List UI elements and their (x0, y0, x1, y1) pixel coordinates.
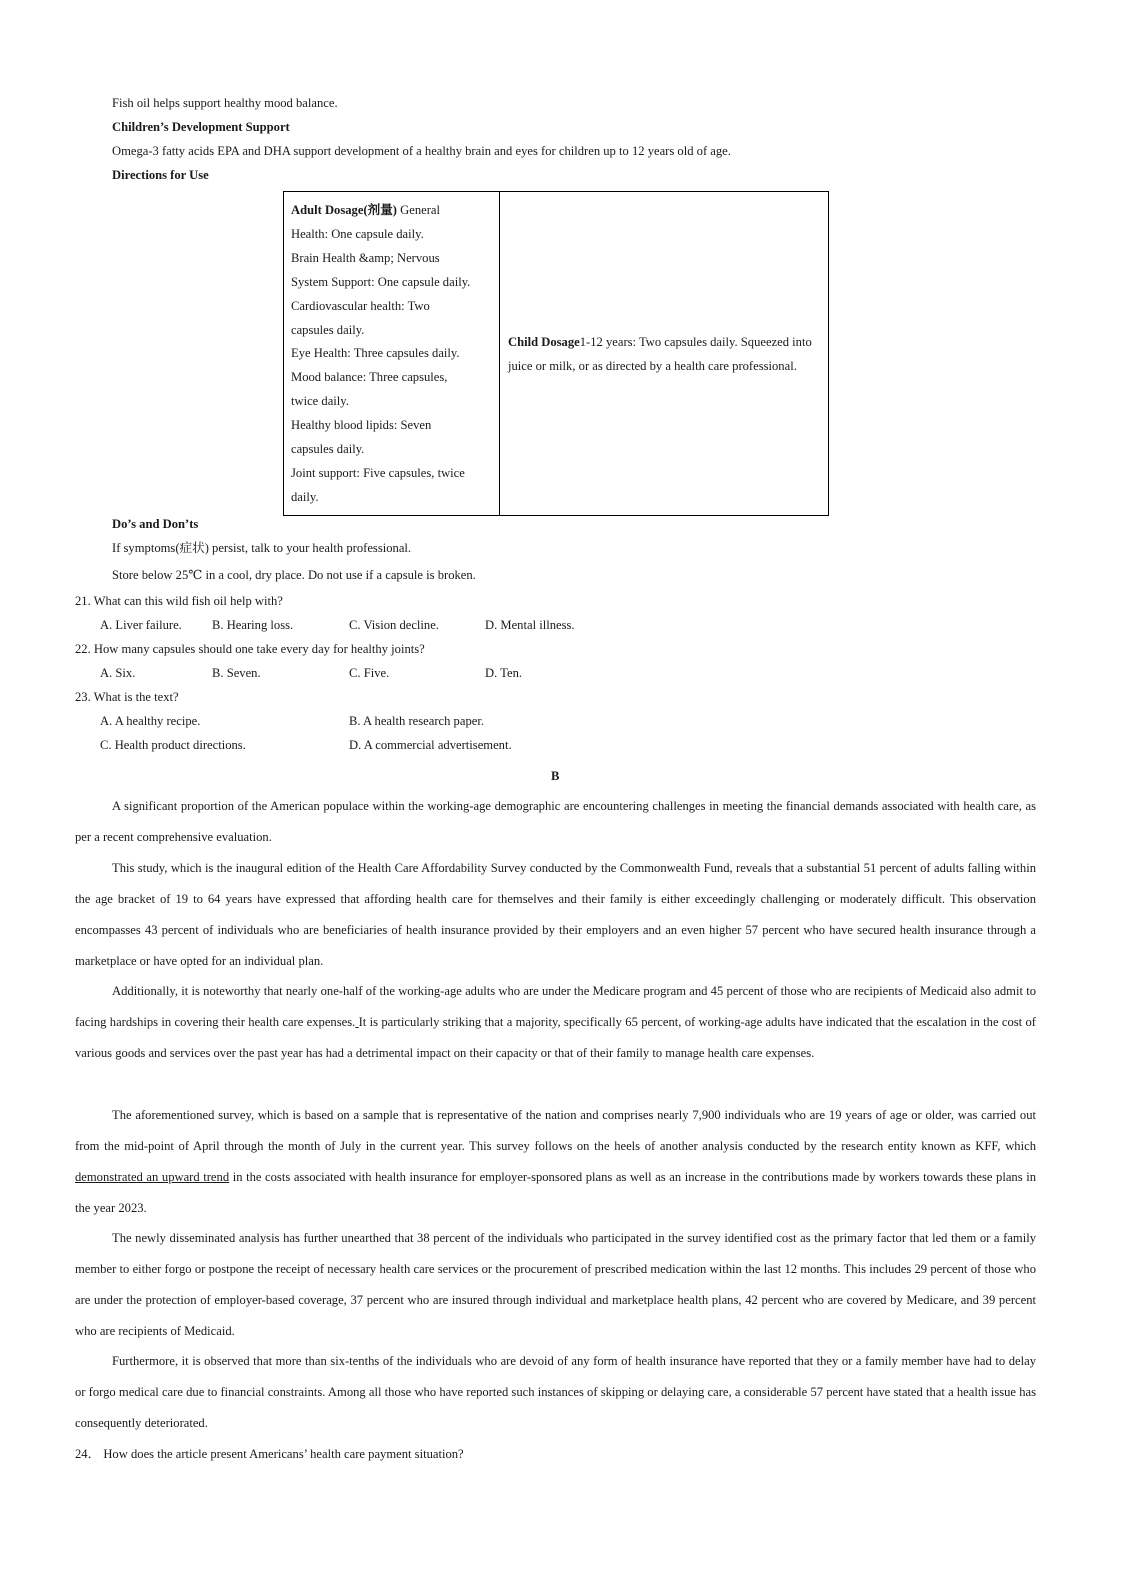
paragraph-1: A significant proportion of the American populace within the working-age demographic are encountering challenges in meeting the financial demands associated with health care, as per a recent comprehensive evaluation. (75, 799, 1036, 844)
question-option: A. Liver failure. (100, 618, 182, 632)
adult-line: daily. (291, 489, 319, 504)
adult-line: Cardiovascular health: Two (291, 298, 430, 313)
question-option: B. Hearing loss. (212, 618, 294, 632)
paragraph-3-text: It is particularly striking that a majority, specifically 65 percent, of working-age adults have indicated that the escalation in the cost of various goods and services over the past year has had a detrimental impact on their capacity or that of their family to manage health care expenses. (75, 1015, 1036, 1060)
paragraph-2: This study, which is the inaugural edition of the Health Care Affordability Survey conducted by the Commonwealth Fund, reveals that a substantial 51 percent of adults falling within the age bracket of 19 to 64 years have expressed that affording health care for themselves and their family is either exceedingly challenging or moderately difficult. This observation encompasses 43 percent of individuals who are beneficiaries of health insurance provided by their employers and an even higher 57 percent who have secured health insurance through a marketplace or have opted for an individual plan. (75, 861, 1036, 968)
adult-line: System Support: One capsule daily. (291, 274, 471, 289)
question-stem: 22. How many capsules should one take every day for healthy joints? (75, 642, 425, 656)
question-option: B. A health research paper. (349, 714, 484, 728)
question-option: B. Seven. (212, 666, 261, 680)
paragraph-3-text: Additionally, it is noteworthy that nearly one-half of the working-age adults who are under the Medicare program and 45 percent of those who are recipients of Medicaid also admit to facing hardships in covering their health care expenses. (75, 984, 1036, 1029)
adult-line: Joint support: Five capsules, twice (291, 465, 465, 480)
child-dosage-text: 1-12 years: Two capsules daily. Squeezed into juice or milk, or as directed by a health care professional. (508, 334, 812, 373)
adult-dosage-cell (284, 192, 500, 515)
child-dosage-heading: Child Dosage (508, 334, 580, 349)
question-option: A. Six. (100, 666, 136, 680)
question-stem: 21. What can this wild fish oil help with? (75, 594, 283, 608)
adult-line: Mood balance: Three capsules, (291, 370, 448, 385)
question-option: C. Five. (349, 666, 390, 680)
children-heading: Children’s Development Support (112, 120, 290, 134)
question-option: D. Ten. (485, 666, 523, 680)
question-option: A. A healthy recipe. (100, 714, 201, 728)
question-option: D. A commercial advertisement. (349, 738, 512, 752)
paragraph-6: Furthermore, it is observed that more than six-tenths of the individuals who are devoid of any form of health insurance have reported that they or a family member have had to delay or forgo medical care due to financial constraints. Among all those who have reported such instances of skipping or delaying care, a considerable 57 percent have stated that a health issue has consequently deteriorated. (75, 1354, 1036, 1430)
dosage-table (283, 191, 829, 516)
directions-heading: Directions for Use (112, 168, 209, 182)
adult-dosage-heading: Adult Dosage(剂量) (291, 203, 397, 217)
child-dosage-cell (500, 192, 828, 515)
paragraph-4-text: The aforementioned survey, which is based on a sample that is representative of the nation and comprises nearly 7,900 individuals who are 19 years of age or older, was carried out from the mid-point of April through the month of July in the current year. This survey follows on the heels of another analysis conducted by the research entity known as KFF, which (75, 1108, 1036, 1153)
dos-line-storage: Store below 25℃ in a cool, dry place. Do not use if a capsule is broken. (112, 568, 476, 582)
adult-line: Health: One capsule daily. (291, 226, 424, 241)
adult-line: Brain Health &amp; Nervous (291, 250, 440, 265)
paragraph-4-text: in the costs associated with health insurance for employer-sponsored plans as well as an increase in the contributions made by workers towards these plans in the year 2023. (75, 1170, 1036, 1215)
adult-line: Healthy blood lipids: Seven (291, 418, 432, 433)
adult-line: capsules daily. (291, 442, 365, 457)
question-option: C. Health product directions. (100, 738, 246, 752)
paragraph-3 (75, 976, 1036, 1069)
section-b-heading: B (551, 769, 560, 783)
paragraph-4 (75, 1100, 1036, 1224)
mood-balance-line: Fish oil helps support healthy mood balance. (112, 96, 338, 110)
adult-line: twice daily. (291, 394, 349, 409)
question-option: C. Vision decline. (349, 618, 439, 632)
children-text: Omega-3 fatty acids EPA and DHA support development of a healthy brain and eyes for children up to 12 years old of age. (112, 144, 731, 158)
dos-donts-heading: Do’s and Don’ts (112, 517, 199, 531)
dos-line-symptoms: If symptoms(症状) persist, talk to your health professional. (112, 541, 412, 555)
adult-line: capsules daily. (291, 322, 365, 337)
question-option: D. Mental illness. (485, 618, 575, 632)
question-24-stem: 24． How does the article present Americans’ health care payment situation? (75, 1447, 464, 1461)
adult-line: Eye Health: Three capsules daily. (291, 346, 460, 361)
question-stem: 23. What is the text? (75, 690, 179, 704)
paragraph-5: The newly disseminated analysis has further unearthed that 38 percent of the individuals who participated in the survey identified cost as the primary factor that led them or a family member to either forgo or postpone the receipt of necessary health care services or the procurement of prescribed medication within the last 12 months. This includes 29 percent of those who are under the protection of employer-based coverage, 37 percent who are insured through individual and marketplace health plans, 42 percent who are covered by Medicare, and 39 percent who are recipients of Medicaid. (75, 1231, 1036, 1338)
paragraph-4-underline: demonstrated an upward trend (75, 1170, 230, 1184)
adult-line: General (397, 203, 441, 217)
